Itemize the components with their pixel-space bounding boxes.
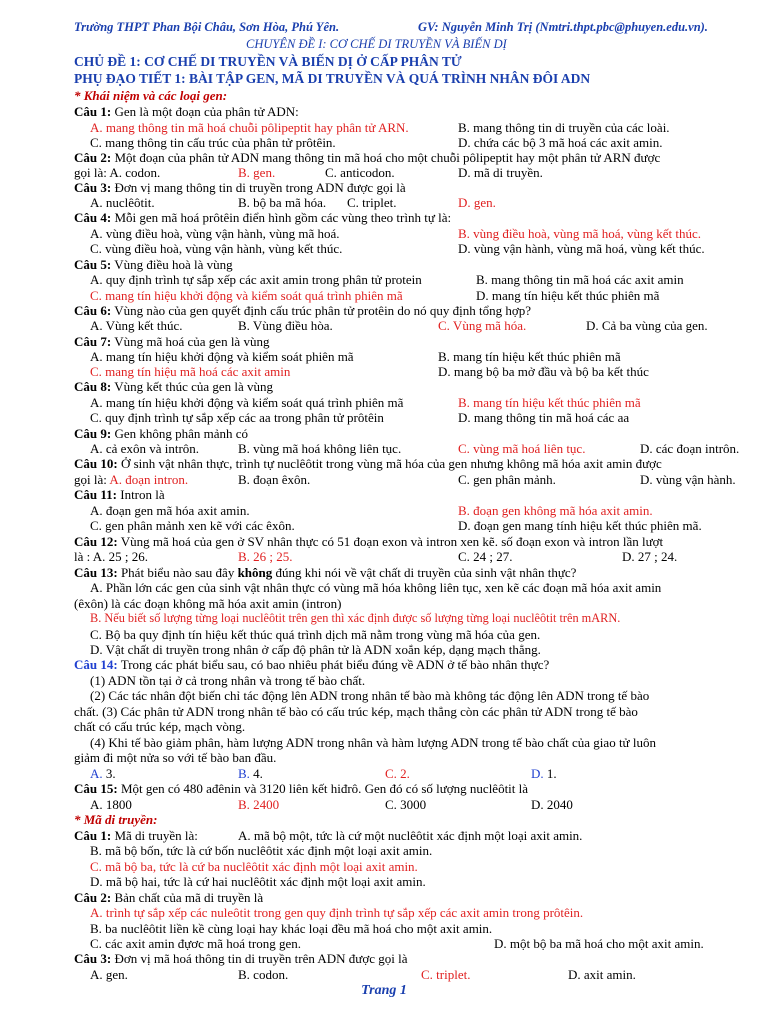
option-a: A. nuclêôtit. bbox=[90, 195, 155, 210]
question-stem: Câu 5: Vùng điều hoà là vùng bbox=[74, 257, 233, 272]
option-a: A. Phần lớn các gen của sinh vật nhân thực có vùng mã hóa không liên tục, xen kẽ các đoạn mã hóa axit amin bbox=[90, 580, 662, 595]
option-d: D. các đoạn intrôn. bbox=[640, 441, 740, 456]
option-a: A. 3. bbox=[90, 766, 116, 781]
option-d: D. 27 ; 24. bbox=[622, 549, 678, 564]
option-d: D. vùng vận hành, vùng mã hoá, vùng kết thúc. bbox=[458, 241, 705, 256]
question-stem: Câu 2: Bản chất của mã di truyền là bbox=[74, 890, 264, 905]
question-stem: Câu 1: Mã di truyền là: bbox=[74, 828, 198, 843]
option-d: D. mang thông tin mã hoá các aa bbox=[458, 410, 630, 425]
option-d: D. Vật chất di truyền trong nhân ở cấp độ phân tử là ADN xoắn kép, dạng mạch thẳng. bbox=[90, 642, 541, 657]
question-stem: Câu 14: Trong các phát biểu sau, có bao nhiêu phát biểu đúng về ADN ở tế bào nhân thực? bbox=[74, 657, 550, 672]
option-b: B. mang thông tin mã hoá các axit amin bbox=[476, 272, 684, 287]
option-a-cont: (êxôn) là các đoạn không mã hóa axit amin (intron) bbox=[74, 596, 342, 611]
option-c: C. 24 ; 27. bbox=[458, 549, 513, 564]
option-a: A. vùng điều hoà, vùng vận hành, vùng mã hoá. bbox=[90, 226, 340, 241]
question-stem: Câu 13: Phát biểu nào sau đây không đúng khi nói về vật chất di truyền của sinh vật nhân thực? bbox=[74, 565, 577, 580]
question-stem: Câu 11: Intron là bbox=[74, 487, 165, 502]
option-d: D. vùng vận hành. bbox=[640, 472, 736, 487]
option-d: D. 2040 bbox=[531, 797, 573, 812]
question-stem: Câu 3: Đơn vị mã hoá thông tin di truyền trên ADN được gọi là bbox=[74, 951, 408, 966]
option-a: A. mang thông tin mã hoá chuỗi pôlipeptit hay phân tử ARN. bbox=[90, 120, 409, 135]
option-c: C. mang thông tin cấu trúc của phân tử prôtêin. bbox=[90, 135, 336, 150]
option-a: A. mã bộ một, tức là cứ một nuclêôtit xác định một loại axit amin. bbox=[238, 828, 583, 843]
option-b: B. 2400 bbox=[238, 797, 280, 812]
option-d: D. một bộ ba mã hoá cho một axit amin. bbox=[494, 936, 704, 951]
question-stem: Câu 6: Vùng nào của gen quyết định cấu trúc phân tử protêin do nó quy định tổng hợp? bbox=[74, 303, 532, 318]
option-b: B. mang thông tin di truyền của các loài. bbox=[458, 120, 670, 135]
option-d: D. Cả ba vùng của gen. bbox=[586, 318, 708, 333]
question-stem: Câu 12: Vùng mã hoá của gen ở SV nhân thực có 51 đoạn exon và intron xen kẽ. số đoạn exon và intron lần lượt bbox=[74, 534, 664, 549]
option-a: A. cả exôn và intrôn. bbox=[90, 441, 200, 456]
option-c: C. mang tín hiệu khởi động và kiểm soát quá trình phiên mã bbox=[90, 288, 403, 303]
option-b: B. mang tín hiệu kết thúc phiên mã bbox=[438, 349, 621, 364]
option-c: C. Bộ ba quy định tín hiệu kết thúc quá trình dịch mã nằm trong vùng mã hóa của gen. bbox=[90, 627, 541, 642]
option-b: B. gen. bbox=[238, 165, 276, 180]
option-b: B. mang tín hiệu kết thúc phiên mã bbox=[458, 395, 641, 410]
option-a: A. gen. bbox=[90, 967, 128, 982]
option-a: gọi là: A. codon. bbox=[74, 165, 161, 180]
option-c: C. anticodon. bbox=[325, 165, 395, 180]
question-stem: Câu 9: Gen không phân mảnh có bbox=[74, 426, 249, 441]
question-stem: Câu 15: Một gen có 480 ađênin và 3120 liên kết hiđrô. Gen đó có số lượng nuclêôtit là bbox=[74, 781, 529, 796]
option-b: B. ba nuclêôtit liền kề cùng loại hay khác loại đều mã hoá cho một axit amin. bbox=[90, 921, 493, 936]
option-c: C. quy định trình tự sắp xếp các aa trong phân tử prôtêin bbox=[90, 410, 384, 425]
option-b: B. mã bộ bốn, tức là cứ bốn nuclêôtit xác định một loại axit amin. bbox=[90, 843, 433, 858]
option-b: B. Vùng điều hòa. bbox=[238, 318, 333, 333]
option-a: A. mang tín hiệu khởi động và kiểm soát quá trình phiên mã bbox=[90, 395, 404, 410]
option-a: là : A. 25 ; 26. bbox=[74, 549, 149, 564]
option-c: C. mang tín hiệu mã hoá các axit amin bbox=[90, 364, 291, 379]
option-c: C. các axit amin đựơc mã hoá trong gen. bbox=[90, 936, 302, 951]
statement-1: (1) ADN tồn tại ở cả trong nhân và trong tế bào chất. bbox=[90, 673, 366, 688]
option-d: D. mã bộ hai, tức là cứ hai nuclêôtit xác định một loại axit amin. bbox=[90, 874, 426, 889]
option-b: B. vùng mã hoá không liên tục. bbox=[238, 441, 402, 456]
option-a: A. Vùng kết thúc. bbox=[90, 318, 183, 333]
section-heading: * Khái niệm và các loại gen: bbox=[74, 88, 228, 103]
option-b: B. 4. bbox=[238, 766, 263, 781]
option-a-row: gọi là: A. đoạn intron. bbox=[74, 472, 189, 487]
chude-heading: CHỦ ĐỀ 1: CƠ CHẾ DI TRUYỀN VÀ BIẾN DỊ Ở CẤP PHÂN TỬ bbox=[74, 54, 462, 69]
option-b: B. vùng điều hoà, vùng mã hoá, vùng kết thúc. bbox=[458, 226, 701, 241]
option-c: C. Vùng mã hóa. bbox=[438, 318, 527, 333]
option-a: A. trình tự sắp xếp các nuleôtit trong gen quy định trình tự sắp xếp các axit amin trong prôtêin. bbox=[90, 905, 584, 920]
school-name: Trường THPT Phan Bội Châu, Sơn Hòa, Phú Yên. bbox=[74, 20, 340, 34]
section-heading: * Mã di truyền: bbox=[74, 812, 158, 827]
option-c: C. gen phân mảnh xen kẽ với các êxôn. bbox=[90, 518, 295, 533]
option-d: D. đoạn gen mang tính hiệu kết thúc phiên mã. bbox=[458, 518, 702, 533]
option-d: D. axit amin. bbox=[568, 967, 636, 982]
option-a: A. mang tín hiệu khởi động và kiểm soát phiên mã bbox=[90, 349, 354, 364]
option-b: B. đoạn êxôn. bbox=[238, 472, 311, 487]
teacher-info: GV: Nguyễn Minh Trị (Nmtri.thpt.pbc@phuyen.edu.vn). bbox=[418, 20, 708, 34]
option-d: D. gen. bbox=[458, 195, 496, 210]
option-a: A. đoạn gen mã hóa axit amin. bbox=[90, 503, 250, 518]
question-stem: Câu 1: Gen là một đoạn của phân tử ADN: bbox=[74, 104, 299, 119]
option-d: D. mang tín hiệu kết thúc phiên mã bbox=[476, 288, 660, 303]
option-b: B. đoạn gen không mã hóa axit amin. bbox=[458, 503, 653, 518]
option-b: B. bộ ba mã hóa. bbox=[238, 195, 327, 210]
option-c: C. triplet. bbox=[347, 195, 397, 210]
option-c: C. 2. bbox=[385, 766, 410, 781]
statement-3-cont: chất có cấu trúc kép, mạch vòng. bbox=[74, 719, 246, 734]
option-b: B. Nếu biết số lượng từng loại nuclêôtit trên gen thì xác định được số lượng từng loại nuclêôtit trên mARN. bbox=[90, 611, 621, 625]
question-stem: Câu 8: Vùng kết thúc của gen là vùng bbox=[74, 379, 274, 394]
option-c: C. vùng mã hoá liên tục. bbox=[458, 441, 586, 456]
statement-4: (4) Khi tế bào giảm phân, hàm lượng ADN trong nhân và hàm lượng ADN trong tế bào chất của giao tử luôn bbox=[90, 735, 656, 750]
statement-4-cont: giảm đi một nửa so với tế bào ban đầu. bbox=[74, 750, 277, 765]
topic-heading: CHUYÊN ĐỀ I: CƠ CHẾ DI TRUYỀN VÀ BIẾN DỊ bbox=[246, 37, 507, 51]
question-stem: Câu 3: Đơn vị mang thông tin di truyền trong ADN được gọi là bbox=[74, 180, 406, 195]
question-stem: Câu 10: Ở sinh vật nhân thực, trình tự nuclêôtit trong vùng mã hóa của gen nhưng không mã hóa axit amin được bbox=[74, 456, 662, 471]
option-d: D. mang bộ ba mở đầu và bộ ba kết thúc bbox=[438, 364, 649, 379]
statement-3: chất. (3) Các phân tử ADN trong nhân tế bào có cấu trúc kép, mạch thẳng còn các phân tử ADN trong tế bào bbox=[74, 704, 638, 719]
option-c: C. vùng điều hoà, vùng vận hành, vùng kết thúc. bbox=[90, 241, 343, 256]
option-c: C. gen phân mảnh. bbox=[458, 472, 556, 487]
option-c: C. triplet. bbox=[421, 967, 471, 982]
option-b: B. 26 ; 25. bbox=[238, 549, 293, 564]
option-a: A. quy định trình tự sắp xếp các axit amin trong phân tử protein bbox=[90, 272, 422, 287]
option-d: D. chứa các bộ 3 mã hoá các axit amin. bbox=[458, 135, 663, 150]
option-d: D. mã di truyền. bbox=[458, 165, 543, 180]
statement-2: (2) Các tác nhân đột biến chỉ tác động lên ADN trong nhân tế bào mà không tác động lên ADN trong tế bào bbox=[90, 688, 650, 703]
option-c: C. mã bộ ba, tức là cứ ba nuclêôtit xác định một loại axit amin. bbox=[90, 859, 418, 874]
page-number: Trang 1 bbox=[361, 983, 407, 998]
option-b: B. codon. bbox=[238, 967, 289, 982]
option-d: D. 1. bbox=[531, 766, 557, 781]
lesson-heading: PHỤ ĐẠO TIẾT 1: BÀI TẬP GEN, MÃ DI TRUYỀN VÀ QUÁ TRÌNH NHÂN ĐÔI ADN bbox=[74, 71, 591, 86]
option-c: C. 3000 bbox=[385, 797, 427, 812]
option-a: A. 1800 bbox=[90, 797, 132, 812]
question-stem: Câu 4: Mỗi gen mã hoá prôtêin điển hình gồm các vùng theo trình tự là: bbox=[74, 210, 452, 225]
question-stem: Câu 2: Một đoạn của phân tử ADN mang thông tin mã hoá cho một chuỗi pôlipeptit hay một phân tử ARN được bbox=[74, 150, 661, 165]
question-stem: Câu 7: Vùng mã hoá của gen là vùng bbox=[74, 334, 270, 349]
